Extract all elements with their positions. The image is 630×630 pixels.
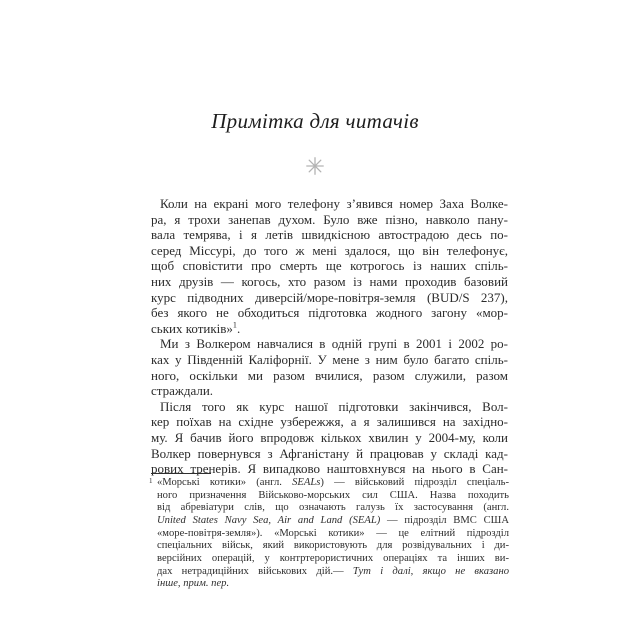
text-segment: ного, оскільки ми разом вчилися, разом служили, разом: [151, 367, 508, 383]
chapter-title: Примітка для читачів: [211, 109, 419, 133]
text-line: [151, 290, 508, 306]
text-segment: ного призначення Військово-морських сил США. Назва походить: [157, 489, 509, 501]
text-segment: курс підводних диверсій/море-повітря-земля (BUD/S 237),: [151, 289, 508, 305]
text-line: [151, 321, 508, 337]
text-line: [151, 368, 508, 384]
text-line: [151, 399, 508, 415]
text-segment: Тут і далі, якщо не вказано: [352, 565, 509, 577]
text-line: [151, 305, 508, 321]
text-line: [151, 227, 508, 243]
eight-spoked-asterisk-icon: [305, 156, 325, 176]
text-segment: них друзів — когось, хто разом із нами проходив базовий: [151, 273, 508, 289]
text-line: [151, 430, 508, 446]
text-segment: серед Міссурі, до того ж мені здалося, що він телефонує,: [151, 242, 508, 258]
text-segment: му. Я бачив його впродовж кількох хвилин у 2004-му, коли: [151, 429, 508, 445]
text-segment: Волкер повернувся з Афганістану й працював у складі кад-: [151, 445, 508, 461]
text-line: [157, 528, 509, 541]
body-paragraph: [151, 336, 508, 398]
text-segment: дах нетрадиційних військових дій.—: [157, 565, 353, 577]
footnote-separator: [151, 473, 211, 474]
text-segment: рових тренерів. Я випадково наштовхнувся на нього в Сан-: [151, 461, 508, 477]
text-line: [157, 502, 509, 515]
text-segment: Коли на екрані мого телефону з’явився номер Заха Волке-: [160, 196, 508, 211]
body-paragraph: [151, 196, 508, 336]
text-segment: Ми з Волкером навчалися в одній групі в 2001 і 2002 ро-: [160, 336, 508, 352]
text-segment: ських котиків»: [151, 320, 233, 336]
text-line: [151, 336, 508, 352]
text-line: [151, 258, 508, 274]
text-line: [151, 414, 508, 430]
footnote-text: [148, 477, 509, 591]
footnote-marker: 1: [149, 477, 153, 485]
text-line: [157, 515, 509, 528]
text-segment: .: [236, 320, 241, 336]
text-segment: страждали.: [151, 383, 214, 399]
text-line: [157, 566, 509, 579]
text-line: [151, 446, 508, 462]
text-segment: без якого не обходиться підготовка жодного загону «мор-: [151, 305, 508, 321]
footnote: [148, 477, 509, 591]
text-line: [151, 212, 508, 228]
text-segment: від абревіатури слів, що означають галузь їх застосування (англ.: [157, 502, 509, 514]
text-line: [151, 461, 508, 477]
text-segment: SEALs: [292, 477, 321, 488]
text-segment: вала темрява, і я летів швидкісною автострадою десь по-: [151, 227, 508, 243]
text-segment: United States Navy Sea, Air and Land (SEAL): [157, 514, 381, 526]
body-text: [151, 196, 508, 477]
superscript-ref: 1: [232, 320, 237, 330]
text-line: [157, 553, 509, 566]
text-line: [151, 274, 508, 290]
text-line: [151, 383, 508, 399]
text-segment: кер поїхав на східне узбережжя, а я залишився на західно-: [151, 414, 508, 430]
text-segment: версійних операцій, у контртерористичних операціях та інших ви-: [157, 552, 509, 564]
text-line: [157, 490, 509, 503]
text-segment: ках у Південній Каліфорнії. У мене з ним було багато спіль-: [151, 351, 508, 367]
text-segment: щоб сповістити про смерть ще котрогось із наших спіль-: [151, 258, 508, 274]
text-line: [151, 243, 508, 259]
text-line: [151, 196, 508, 212]
body-paragraph: [151, 399, 508, 477]
text-segment: спеціальних військ, який використовують для розвідувальних і ди-: [157, 540, 509, 552]
text-line: [157, 477, 509, 490]
text-line: [157, 540, 509, 553]
text-segment: ра, я трохи занепав духом. Було вже пізно, навколо пану-: [151, 211, 508, 227]
text-segment: ) — військовий підрозділ спеціаль-: [320, 477, 510, 488]
section-ornament: [0, 156, 630, 176]
text-segment: «Морські котики» (англ.: [157, 477, 293, 488]
text-segment: інше, прим. пер.: [157, 578, 230, 590]
text-segment: — підрозділ ВМС США: [380, 514, 509, 526]
text-line: [151, 352, 508, 368]
text-segment: «море-повітря-земля»). «Морські котики» — це елітний підрозділ: [157, 527, 509, 539]
text-line: [157, 578, 509, 591]
text-segment: Після того як курс нашої підготовки закінчився, Вол-: [160, 398, 508, 414]
